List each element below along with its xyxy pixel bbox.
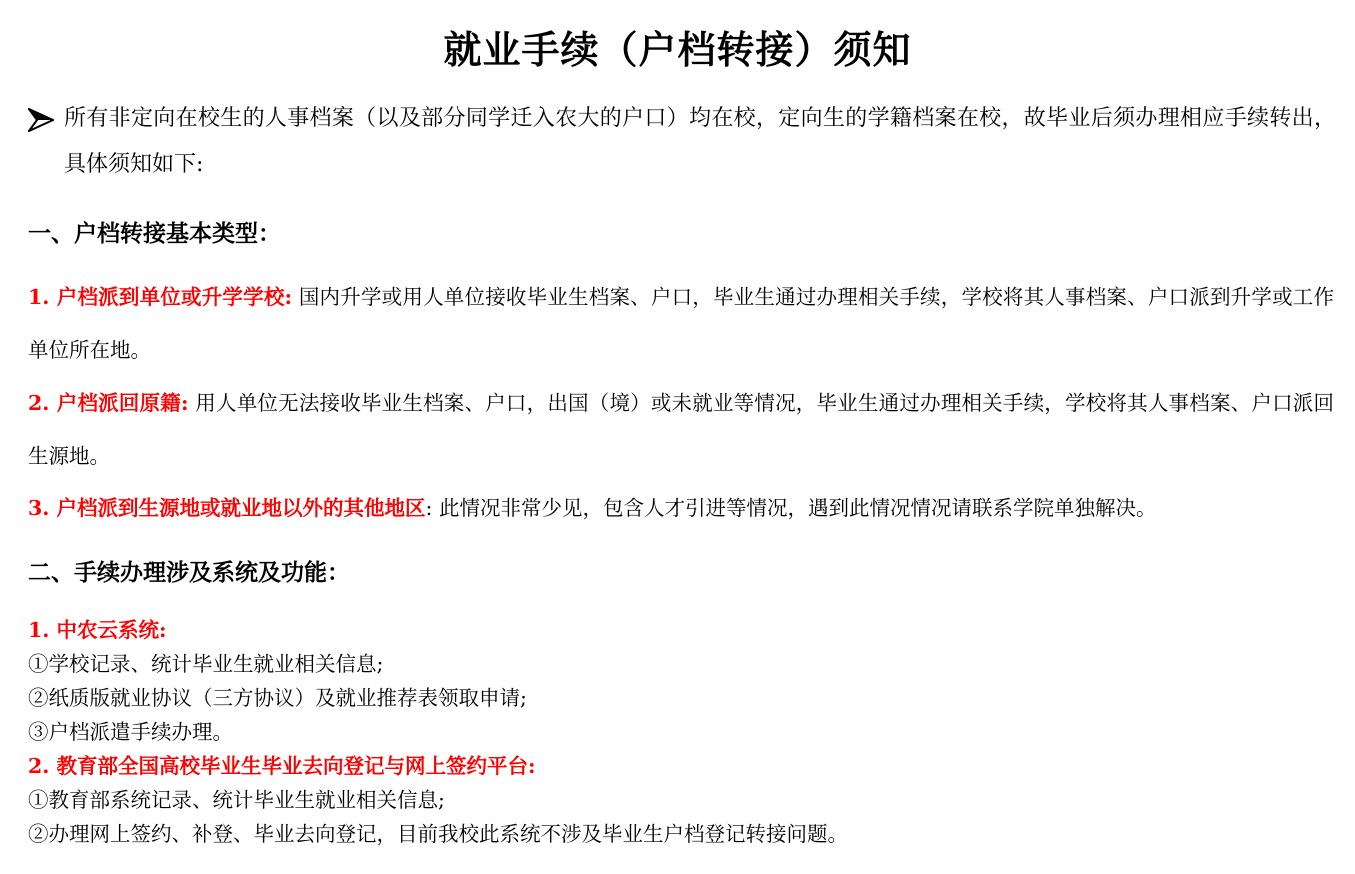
page-title: 就业手续（户档转接）须知 xyxy=(443,28,912,72)
type-item-1-label: 1. 户档派到单位或升学学校: xyxy=(28,285,293,309)
systems-list xyxy=(28,613,1328,851)
type-item-2-label: 2. 户档派回原籍: xyxy=(28,391,189,415)
system-function-item: ②纸质版就业协议（三方协议）及就业推荐表领取申请; xyxy=(28,686,527,710)
system-function-item: ③户档派遣手续办理。 xyxy=(28,720,233,744)
system-function-item: ②办理网上签约、补登、毕业去向登记，目前我校此系统不涉及毕业生户档登记转接问题。 xyxy=(28,822,848,846)
type-item-2 xyxy=(28,377,1334,483)
intro-paragraph xyxy=(28,96,1336,188)
section-heading-systems: 二、手续办理涉及系统及功能： xyxy=(28,560,350,586)
type-item-3-text: : 此情况非常少见，包含人才引进等情况，遇到此情况情况请联系学院单独解决。 xyxy=(425,496,1157,520)
type-item-3-label: 3. 户档派到生源地或就业地以外的其他地区 xyxy=(28,496,426,520)
system-name-zhongnongyun: 1. 中农云系统: xyxy=(28,618,167,642)
system-function-item: ①学校记录、统计毕业生就业相关信息; xyxy=(28,652,384,676)
system-function-item: ①教育部系统记录、统计毕业生就业相关信息; xyxy=(28,788,445,812)
intro-text: 所有非定向在校生的人事档案（以及部分同学迁入农大的户口）均在校，定向生的学籍档案在校，故毕业后须办理相应手续转出，具体须知如下: xyxy=(64,106,1336,177)
system-name-moe-platform: 2. 教育部全国高校毕业生毕业去向登记与网上签约平台: xyxy=(28,754,536,778)
section-heading-types: 一、户档转接基本类型： xyxy=(28,221,281,247)
right-arrow-bullet-icon xyxy=(28,96,54,142)
type-item-2-text: 用人单位无法接收毕业生档案、户口，出国（境）或未就业等情况，毕业生通过办理相关手续，学校将其人事档案、户口派回生源地。 xyxy=(28,391,1334,468)
type-item-1-text: 国内升学或用人单位接收毕业生档案、户口，毕业生通过办理相关手续，学校将其人事档案、户口派到升学或工作单位所在地。 xyxy=(28,285,1335,362)
type-item-3 xyxy=(28,482,1334,535)
type-item-1 xyxy=(28,271,1334,377)
